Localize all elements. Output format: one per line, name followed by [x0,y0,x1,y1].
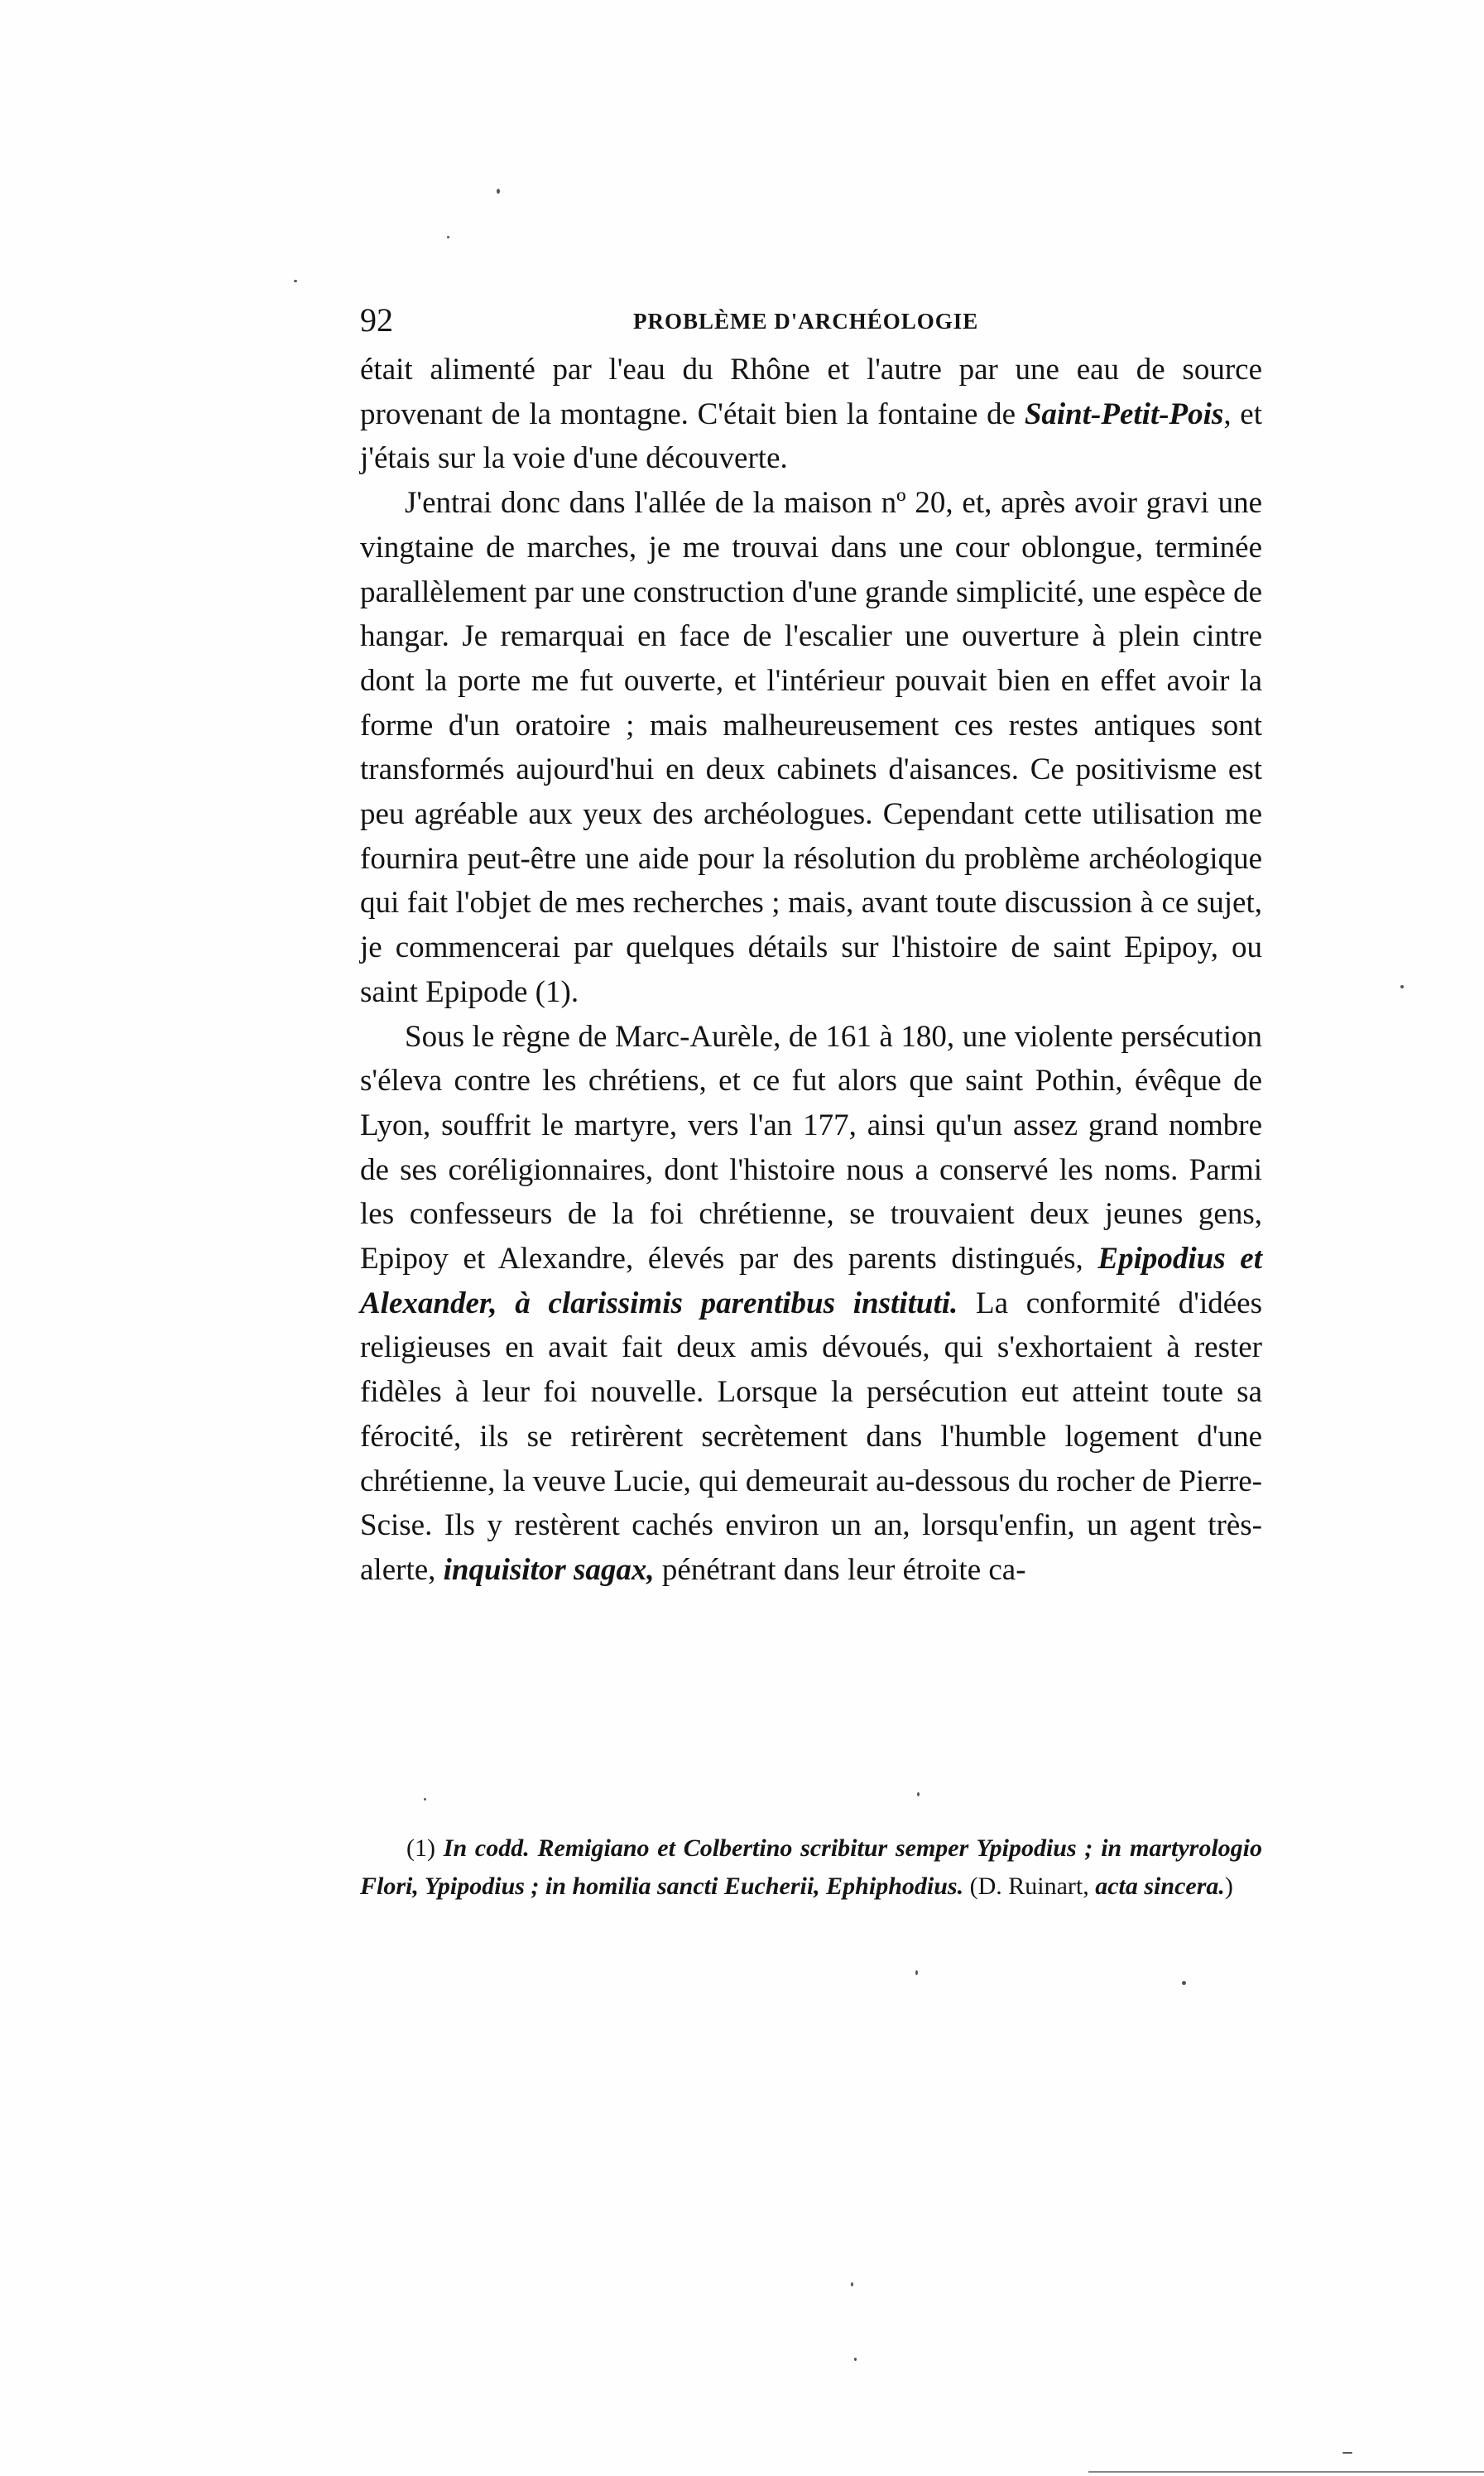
footnote-source: (D. Ruinart, [963,1873,1096,1900]
paragraph-3-latin-quote: Epipodius et Alexander, à clarissimis parentibus instituti. [360,1242,1262,1320]
paragraph-3-latin-term: inquisitor sagax, [443,1552,655,1587]
body-text [360,348,1262,1593]
scan-speck [497,189,500,194]
paragraph-2: J'entrai donc dans l'allée de la maison nº 20, et, après avoir gravi une vingtaine de marches, je me trouvai dans une cour oblongue, terminée parallèlement par une construction d'une grande simplicité, une espèce de hangar. Je remarquai en face de l'escalier une ouverture à plein cintre dont la porte me fut ouverte, et l'intérieur pouvait bien en effet avoir la forme d'un oratoire ; mais malheureusement ces restes antiques sont transformés aujourd'hui en deux cabinets d'aisances. Ce positivisme est peu agréable aux yeux des archéologues. Cependant cette utilisation me fournira peut-être une aide pour la résolution du problème archéologique qui fait l'objet de mes recherches ; mais, avant toute discussion à ce sujet, je commencerai par quelques détails sur l'histoire de saint Epipoy, ou saint Epipode (1). [360,486,1262,1009]
scan-speck [917,1792,920,1796]
scan-speck [294,280,297,282]
scan-speck [854,2358,857,2361]
paragraph-3-text-end: pénétrant dans leur étroite ca- [654,1552,1026,1587]
footnote-latin-text: In codd. Remigiano et Colbertino scribitur semper Ypipodius ; in martyrologio Flori, Ypipodius ; in homilia sancti Eucherii, Ephiphodius. [360,1834,1262,1900]
scan-speck [1400,985,1404,988]
scan-speck [851,2282,853,2286]
footnote-end: ) [1224,1873,1233,1900]
footnote-source-title: acta sincera. [1095,1873,1225,1900]
paragraph-3 [360,1015,1262,1593]
paragraph-1-italic: Saint-Petit-Pois [1024,397,1224,431]
scan-speck [1182,1981,1186,1985]
paragraph-1-text: était alimenté par l'eau du Rhône et l'autre par une eau de source provenant de la montagne. C'était bien la fontaine de [360,353,1262,431]
paragraph-3-text-middle: La conformité d'idées religieuses en avait fait deux amis dévoués, qui s'exhortaient à rester fidèles à leur foi nouvelle. Lorsque la persécution eut atteint toute sa férocité, ils se retirèrent secrètement dans l'humble logement d'une chrétienne, la veuve Lucie, qui demeurait au-dessous du rocher de Pierre-Scise. Ils y restèrent cachés environ un an, lorsqu'enfin, un agent très-alerte, [360,1286,1263,1587]
scan-speck [1342,2452,1352,2454]
footnote [360,1829,1262,1906]
scan-edge-line [1088,2471,1484,2473]
scan-speck [447,236,449,238]
running-head: PROBLÈME D'ARCHÉOLOGIE [633,309,979,334]
paragraph-3-text: Sous le règne de Marc-Aurèle, de 161 à 180, une violente persécution s'éleva contre les chrétiens, et ce fut alors que saint Pothin, évêque de Lyon, souffrit le martyre, vers l'an 177, ainsi qu'un assez grand nombre de ses coréligionnaires, dont l'histoire nous a conservé les noms. Parmi les confesseurs de la foi chrétienne, se trouvaient deux jeunes gens, Epipoy et Alexandre, élevés par des parents distingués, [360,1019,1262,1276]
page-header [360,300,1254,341]
footnote-marker: (1) [406,1834,444,1862]
paragraph-1-text-end: , et j'étais sur la voie d'une découverte. [360,397,1263,476]
footnote-1 [360,1829,1262,1906]
scan-speck [915,1970,918,1975]
paragraph-1 [360,348,1262,481]
scan-speck [424,1798,426,1801]
page-number: 92 [360,301,393,339]
